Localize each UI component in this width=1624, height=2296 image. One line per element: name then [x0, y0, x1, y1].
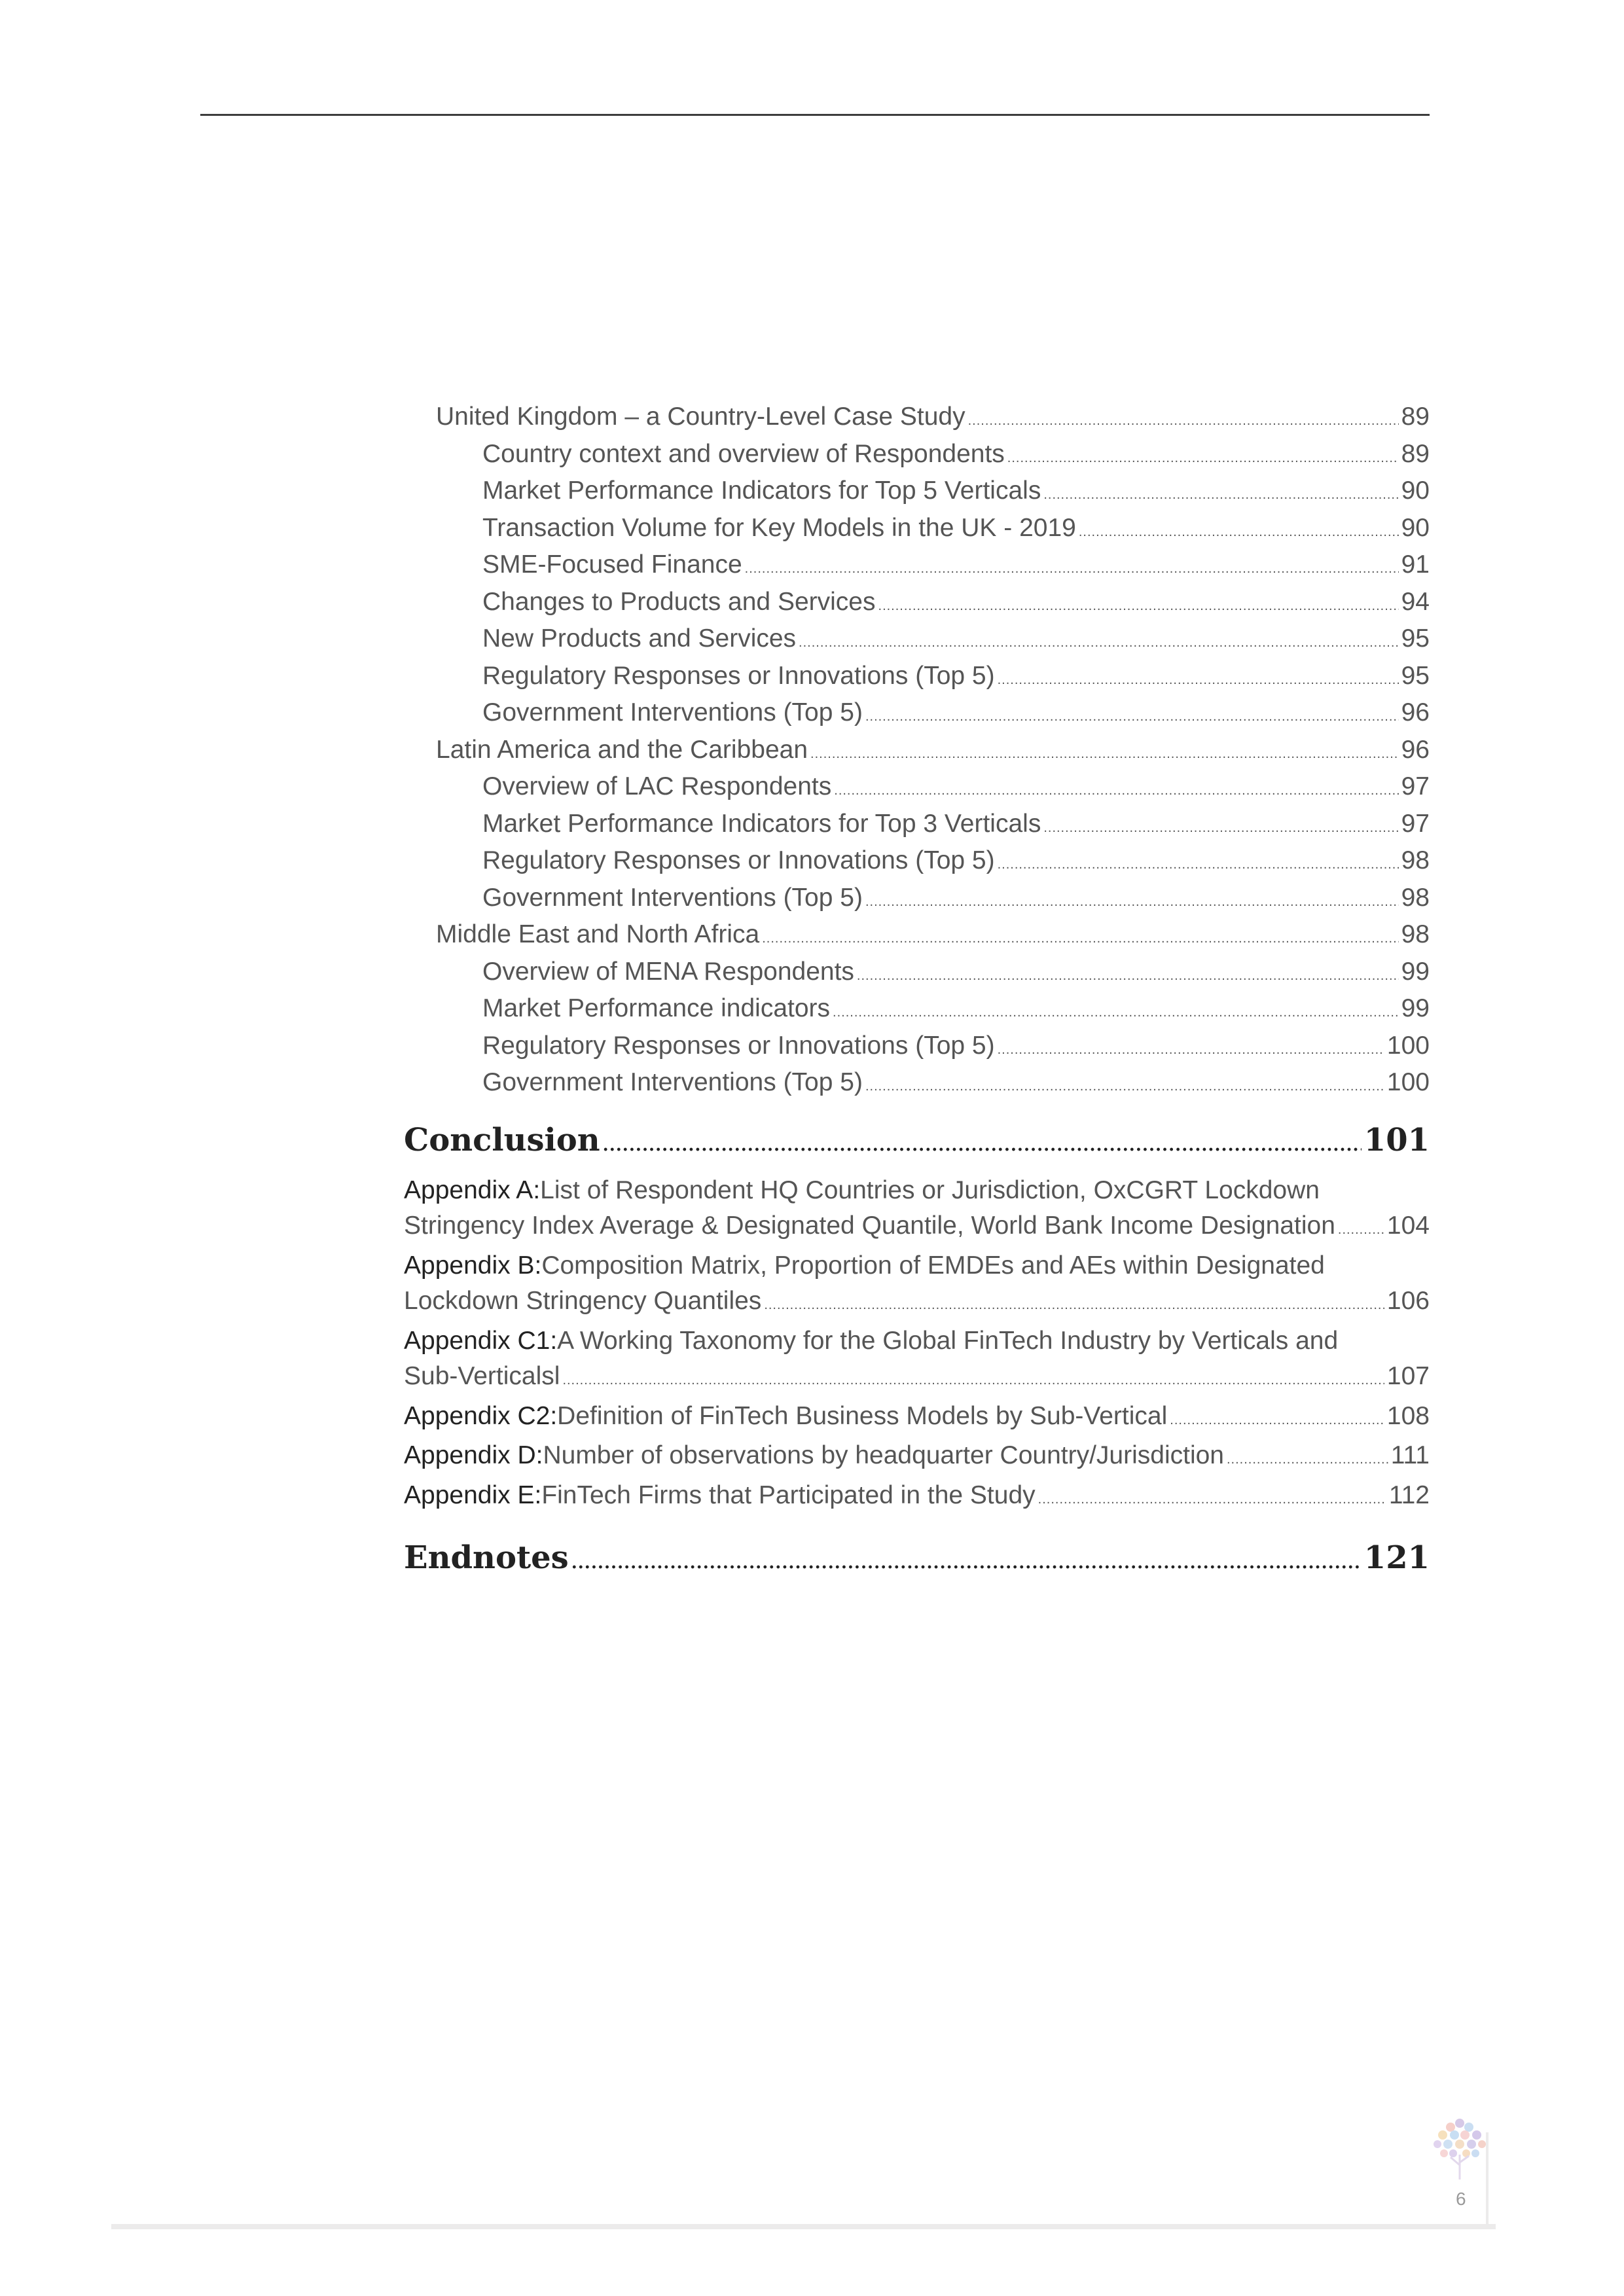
appendix-label: Appendix A:: [404, 1175, 541, 1204]
leader-dots: [562, 1363, 1384, 1399]
leader-dots: [1338, 1212, 1384, 1248]
toc-entry-page: 95: [1401, 624, 1430, 653]
leader-dots: [857, 960, 1399, 993]
appendix-title-line2: Sub-Verticalsl: [404, 1362, 560, 1390]
appendix-label: Appendix E:: [404, 1480, 542, 1509]
toc-entry-title: Overview of MENA Respondents: [482, 957, 854, 986]
appendix-title: Definition of FinTech Business Models by Sub-Vertical: [557, 1401, 1168, 1430]
toc-entry-conclusion[interactable]: [404, 1122, 1430, 1158]
leader-dots: [878, 590, 1399, 623]
toc-entry-appendix-c1[interactable]: [404, 1323, 1430, 1399]
appendix-title-line1: List of Respondent HQ Countries or Jurisdiction, OxCGRT Lockdown: [540, 1175, 1320, 1204]
toc-entry-title: United Kingdom – a Country-Level Case Study: [436, 403, 965, 431]
toc-entry-page: 111: [1390, 1441, 1430, 1469]
toc-entry-page: 121: [1363, 1539, 1430, 1576]
leader-dots: [834, 774, 1398, 808]
leader-dots: [998, 1033, 1384, 1067]
toc-entry-title: SME-Focused Finance: [482, 550, 742, 579]
leader-dots: [1007, 442, 1399, 475]
toc-entry-title: Market Performance Indicators for Top 5 Verticals: [482, 476, 1041, 505]
toc-entry[interactable]: [404, 586, 1430, 623]
appendix-title-line2: Stringency Index Average & Designated Quantile, World Bank Income Designation: [404, 1211, 1335, 1240]
toc-entry[interactable]: [404, 844, 1430, 882]
toc-entry[interactable]: [404, 734, 1430, 771]
toc-entry-title: Middle East and North Africa: [436, 920, 760, 948]
toc-entry-page: 98: [1401, 846, 1430, 874]
toc-entry-title: Regulatory Responses or Innovations (Top 5): [482, 846, 995, 874]
toc-entry-page: 99: [1401, 957, 1430, 986]
toc-entry-page: 112: [1388, 1480, 1430, 1509]
appendix-label: Appendix D:: [404, 1441, 543, 1469]
toc-entry-page: 100: [1386, 1031, 1430, 1060]
toc-entry-appendix-c2[interactable]: [404, 1399, 1430, 1439]
leader-dots: [762, 922, 1398, 956]
toc-entry[interactable]: [404, 1030, 1430, 1067]
toc-entries: [404, 401, 1430, 1103]
toc-entry[interactable]: [404, 548, 1430, 586]
toc-entry-page: 90: [1401, 513, 1430, 542]
toc-entry[interactable]: [404, 622, 1430, 660]
toc-entry[interactable]: [404, 696, 1430, 734]
leader-dots: [571, 1553, 1362, 1573]
appendix-title-line2: Lockdown Stringency Quantiles: [404, 1287, 762, 1315]
toc-entry-appendix-e[interactable]: [404, 1478, 1430, 1518]
toc-entry[interactable]: [404, 1066, 1430, 1103]
toc-entry-title: Regulatory Responses or Innovations (Top 5): [482, 661, 995, 690]
appendix-title: FinTech Firms that Participated in the Study: [541, 1480, 1036, 1509]
leader-dots: [968, 404, 1399, 438]
toc-entry-title: Overview of LAC Respondents: [482, 772, 832, 800]
leader-dots: [799, 626, 1399, 660]
toc-entry-page: 90: [1401, 476, 1430, 505]
toc-entry-page: 106: [1386, 1287, 1430, 1315]
appendix-title-line1: A Working Taxonomy for the Global FinTech Industry by Verticals and: [557, 1326, 1339, 1355]
toc-entry-page: 96: [1401, 735, 1430, 764]
toc-entry-page: 101: [1363, 1121, 1430, 1158]
toc-entry-title: Country context and overview of Respondents: [482, 439, 1005, 468]
toc-entry-title: Changes to Products and Services: [482, 587, 876, 616]
leader-dots: [998, 664, 1399, 697]
toc-entry[interactable]: [404, 401, 1430, 438]
toc-entry[interactable]: [404, 438, 1430, 475]
appendix-label: Appendix B:: [404, 1251, 542, 1280]
leader-dots: [764, 1287, 1384, 1323]
toc-entry-page: 98: [1401, 920, 1430, 948]
appendix-label: Appendix C1:: [404, 1326, 558, 1355]
leader-dots: [1079, 516, 1399, 549]
leader-dots: [1170, 1403, 1384, 1439]
toc-entry[interactable]: [404, 992, 1430, 1030]
leader-dots: [1043, 478, 1398, 512]
toc-entry-page: 104: [1386, 1211, 1430, 1240]
toc-entry-title: Regulatory Responses or Innovations (Top 5): [482, 1031, 995, 1060]
toc-entry[interactable]: [404, 475, 1430, 512]
toc-entry-appendix-a[interactable]: [404, 1173, 1430, 1248]
appendix-label: Appendix C2:: [404, 1401, 558, 1430]
toc-entry-page: 96: [1401, 698, 1430, 726]
toc-entry-title: Transaction Volume for Key Models in the UK - 2019: [482, 513, 1076, 542]
leader-dots: [603, 1136, 1362, 1155]
toc-entry[interactable]: [404, 882, 1430, 919]
leader-dots: [833, 996, 1399, 1030]
toc-entry-page: 98: [1401, 883, 1430, 912]
footer-line: [111, 2224, 1496, 2229]
toc-entry-title: Endnotes: [404, 1539, 569, 1576]
toc-entry-page: 100: [1386, 1068, 1430, 1096]
leader-dots: [745, 552, 1399, 586]
toc-entry-title: New Products and Services: [482, 624, 797, 653]
leader-dots: [810, 738, 1399, 771]
toc-entry-page: 95: [1401, 661, 1430, 690]
toc-entry-page: 89: [1401, 439, 1430, 468]
toc-entry[interactable]: [404, 918, 1430, 956]
toc-entry-page: 99: [1401, 994, 1430, 1022]
table-of-contents: [404, 401, 1430, 1576]
toc-entry-page: 91: [1401, 550, 1430, 579]
toc-entry-page: 97: [1401, 772, 1430, 800]
leader-dots: [865, 700, 1399, 734]
toc-entry-page: 97: [1401, 809, 1430, 838]
toc-entry[interactable]: [404, 956, 1430, 993]
leader-dots: [1038, 1482, 1386, 1518]
toc-entry[interactable]: [404, 660, 1430, 697]
tree-logo-icon: [1427, 2114, 1492, 2186]
appendix-title: Number of observations by headquarter Country/Jurisdiction: [543, 1441, 1224, 1469]
toc-entry-endnotes[interactable]: [404, 1539, 1430, 1576]
toc-entry-title: Conclusion: [404, 1121, 600, 1158]
toc-entry[interactable]: [404, 808, 1430, 845]
toc-entry-title: Government Interventions (Top 5): [482, 698, 863, 726]
leader-dots: [998, 848, 1399, 882]
footer-corner-line: [1486, 2132, 1489, 2227]
header-rule: [200, 114, 1430, 116]
toc-entry-title: Latin America and the Caribbean: [436, 735, 808, 764]
leader-dots: [1043, 812, 1398, 845]
page-number: 6: [1456, 2189, 1466, 2209]
toc-entry-title: Government Interventions (Top 5): [482, 1068, 863, 1096]
toc-entry-title: Market Performance Indicators for Top 3 Verticals: [482, 809, 1041, 838]
toc-entry-page: 94: [1401, 587, 1430, 616]
toc-entry-title: Market Performance indicators: [482, 994, 831, 1022]
toc-entry-page: 89: [1401, 403, 1430, 431]
leader-dots: [865, 1070, 1384, 1103]
toc-entry-page: 107: [1386, 1362, 1430, 1390]
appendix-title-line1: Composition Matrix, Proportion of EMDEs and AEs within Designated: [541, 1251, 1325, 1280]
leader-dots: [865, 886, 1399, 919]
toc-entry[interactable]: [404, 770, 1430, 808]
leader-dots: [1227, 1442, 1388, 1478]
toc-entry[interactable]: [404, 512, 1430, 549]
toc-entry-page: 108: [1386, 1401, 1430, 1430]
toc-entry-appendix-d[interactable]: [404, 1438, 1430, 1478]
toc-entry-appendix-b[interactable]: [404, 1248, 1430, 1323]
toc-entry-title: Government Interventions (Top 5): [482, 883, 863, 912]
